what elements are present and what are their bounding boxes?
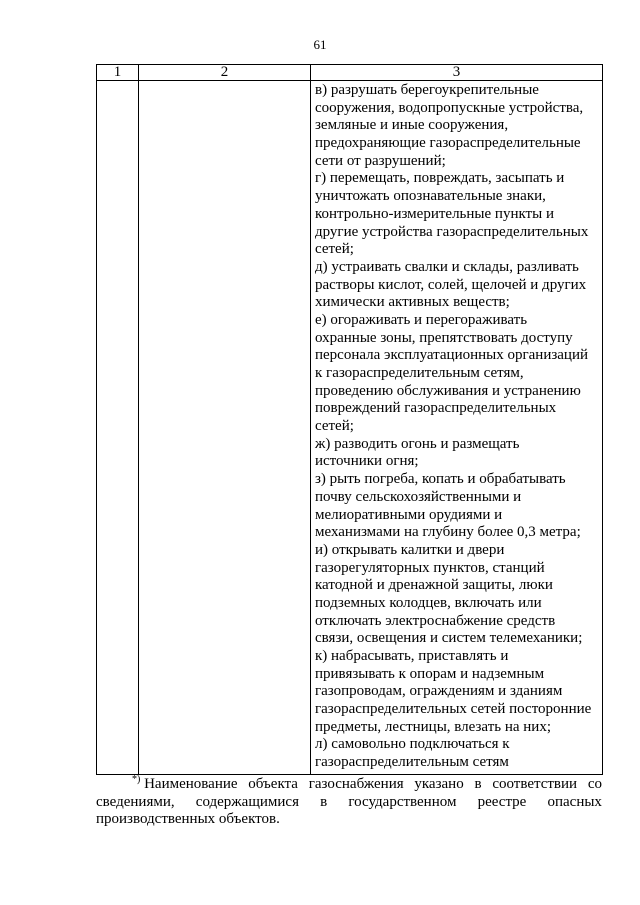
footnote-word: соответствии (492, 776, 578, 792)
text-line: газораспределительным сетям (315, 754, 509, 771)
text-line: источники огня; (315, 453, 419, 470)
text-line: отключать электроснабжение средств (315, 612, 556, 629)
text-line: е) огораживать и перегораживать (315, 311, 528, 328)
text-line: повреждений газораспределительных (315, 400, 557, 417)
footnote-word: газоснабжения (308, 776, 404, 792)
text-line: механизмами на глубину более 0,3 метра; (315, 524, 581, 541)
table-cell-col1 (97, 81, 139, 775)
text-line: другие устройства газораспределительных (315, 223, 589, 240)
text-line: предметы, лестницы, влезать на них; (315, 718, 552, 735)
text-line: газораспределительных сетей посторонние (315, 701, 592, 718)
text-line: сооружения, водопропускные устройства, (315, 99, 584, 116)
footnote-word: объекта (248, 776, 298, 792)
text-line: з) рыть погреба, копать и обрабатывать (315, 471, 566, 488)
footnote-word: в (474, 776, 482, 792)
footnote-word: реестре (477, 793, 527, 810)
text-line: связи, освещения и систем телемеханики; (315, 630, 583, 647)
column-header-1: 1 (97, 65, 139, 81)
footnote-word: в (320, 793, 328, 810)
text-line: контрольно-измерительные пункты и (315, 205, 554, 222)
text-line: уничтожать опознавательные знаки, (315, 188, 546, 205)
footnote-word: опасных (547, 793, 602, 810)
requirements-table (96, 64, 603, 775)
text-line: проведению обслуживания и устранению (315, 382, 581, 399)
text-line: газопроводам, ограждениям и зданиям (315, 683, 563, 700)
text-line: сети от разрушений; (315, 152, 446, 169)
table-header-row (97, 65, 603, 81)
text-line: подземных колодцев, включать или (315, 594, 542, 611)
text-line: в) разрушать берегоукрепительные (315, 82, 539, 98)
text-line: сетей; (315, 241, 354, 258)
table-row (97, 81, 603, 775)
text-line: д) устраивать свалки и склады, разливать (315, 258, 579, 275)
footnote-marker: *) (132, 774, 141, 785)
text-line: газорегуляторных пунктов, станций (315, 559, 545, 576)
table-cell-col3 (311, 81, 603, 775)
text-line: сетей; (315, 418, 354, 435)
text-line: персонала эксплуатационных организаций (315, 347, 589, 364)
footnote-line-1 (96, 776, 602, 794)
footnote-word: со (587, 776, 602, 792)
table-cell-col2 (139, 81, 311, 775)
text-line: мелиоративными орудиями и (315, 506, 503, 523)
text-line: и) открывать калитки и двери (315, 541, 505, 558)
text-line: земляные и иные сооружения, (315, 117, 509, 134)
text-line: л) самовольно подключаться к (315, 736, 510, 753)
text-line: г) перемещать, повреждать, засыпать и (315, 170, 565, 187)
text-line: растворы кислот, солей, щелочей и других (315, 276, 587, 293)
footnote-word: сведениями, (96, 793, 175, 810)
text-line: катодной и дренажной защиты, люки (315, 577, 553, 594)
footnote-word: государственном (348, 793, 457, 810)
footnote-line-2 (96, 794, 602, 812)
footnote-word: *) Наименование (132, 774, 238, 792)
footnote-word: содержащимися (195, 793, 299, 810)
footnote-line-3: производственных объектов. (96, 811, 280, 827)
page-number: 61 (313, 37, 327, 52)
text-line: к газораспределительным сетям, (315, 365, 524, 381)
footnote (96, 776, 602, 829)
column-header-2: 2 (139, 65, 311, 81)
text-line: к) набрасывать, приставлять и (315, 648, 509, 664)
column-header-3: 3 (311, 65, 603, 81)
text-line: почву сельскохозяйственными и (315, 488, 522, 505)
footnote-word: указано (414, 776, 464, 792)
text-line: химически активных веществ; (315, 294, 510, 311)
text-line: ж) разводить огонь и размещать (315, 435, 520, 452)
text-line: привязывать к опорам и надземным (315, 665, 545, 682)
text-line: охранные зоны, препятствовать доступу (315, 329, 573, 346)
text-line: предохраняющие газораспределительные (315, 135, 581, 152)
